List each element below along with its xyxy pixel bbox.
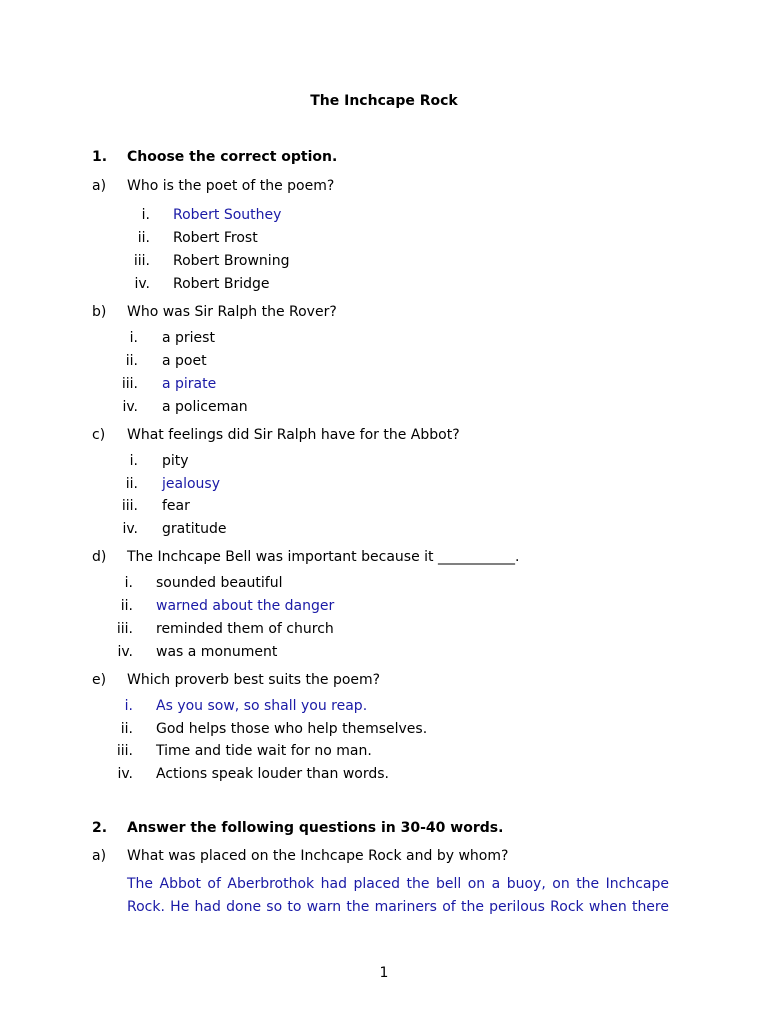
question-label: a) (92, 848, 107, 864)
option-number: iii. (121, 376, 138, 392)
question-label: a) (92, 178, 107, 194)
option-text-answer: warned about the danger (156, 598, 335, 614)
section-1-heading: Choose the correct option. (127, 149, 338, 165)
question-label: d) (92, 549, 107, 565)
option-number: iii. (121, 498, 138, 514)
option-number: i. (141, 207, 150, 223)
option-number: iii. (116, 743, 133, 759)
option-number: ii. (125, 353, 138, 369)
option-number: ii. (125, 476, 138, 492)
option-text: God helps those who help themselves. (156, 721, 428, 737)
section-1-number: 1. (92, 149, 108, 165)
option-number: iii. (116, 621, 133, 637)
answer-paragraph (127, 873, 669, 919)
option-text: reminded them of church (156, 621, 334, 637)
option-text-answer: a pirate (162, 376, 217, 392)
option-text: Time and tide wait for no man. (156, 743, 372, 759)
option-text-answer: As you sow, so shall you reap. (156, 698, 368, 714)
question-label: c) (92, 427, 106, 443)
option-text: Robert Browning (173, 253, 290, 269)
option-text: Robert Bridge (173, 276, 270, 292)
option-text: fear (162, 498, 190, 514)
question-label: e) (92, 672, 107, 688)
option-text: Robert Frost (173, 230, 258, 246)
option-text: a policeman (162, 399, 248, 415)
answer-line: The Abbot of Aberbrothok had placed the bell on a buoy, on the Inchcape (127, 876, 669, 892)
question-text: What was placed on the Inchcape Rock and by whom? (127, 848, 509, 864)
option-text-answer: jealousy (162, 476, 220, 492)
document-title: The Inchcape Rock (310, 93, 458, 109)
option-number: ii. (137, 230, 150, 246)
option-number: iv. (117, 644, 133, 660)
option-text: sounded beautiful (156, 575, 283, 591)
option-number: ii. (120, 721, 133, 737)
option-text-answer: Robert Southey (173, 207, 282, 223)
option-text: pity (162, 453, 189, 469)
question-label: b) (92, 304, 107, 320)
option-text: Actions speak louder than words. (156, 766, 389, 782)
option-text: a poet (162, 353, 207, 369)
option-number: i. (129, 453, 138, 469)
option-number: i. (129, 330, 138, 346)
section-2-number: 2. (92, 820, 108, 836)
option-number-answer: i. (124, 698, 133, 714)
option-number: iv. (117, 766, 133, 782)
answer-line: Rock. He had done so to warn the mariners of the perilous Rock when there (127, 899, 669, 915)
page-number: 1 (379, 965, 389, 981)
option-text: was a monument (156, 644, 278, 660)
option-text: gratitude (162, 521, 227, 537)
option-number: ii. (120, 598, 133, 614)
option-number: iv. (122, 521, 138, 537)
question-text: What feelings did Sir Ralph have for the Abbot? (127, 427, 460, 443)
section-2-heading: Answer the following questions in 30-40 words. (127, 820, 504, 836)
question-text: Which proverb best suits the poem? (127, 672, 381, 688)
option-number: i. (124, 575, 133, 591)
question-text: The Inchcape Bell was important because it ___________. (127, 549, 520, 565)
option-number: iv. (134, 276, 150, 292)
question-text: Who is the poet of the poem? (127, 178, 335, 194)
option-text: a priest (162, 330, 215, 346)
option-number: iv. (122, 399, 138, 415)
option-number: iii. (133, 253, 150, 269)
question-text: Who was Sir Ralph the Rover? (127, 304, 337, 320)
